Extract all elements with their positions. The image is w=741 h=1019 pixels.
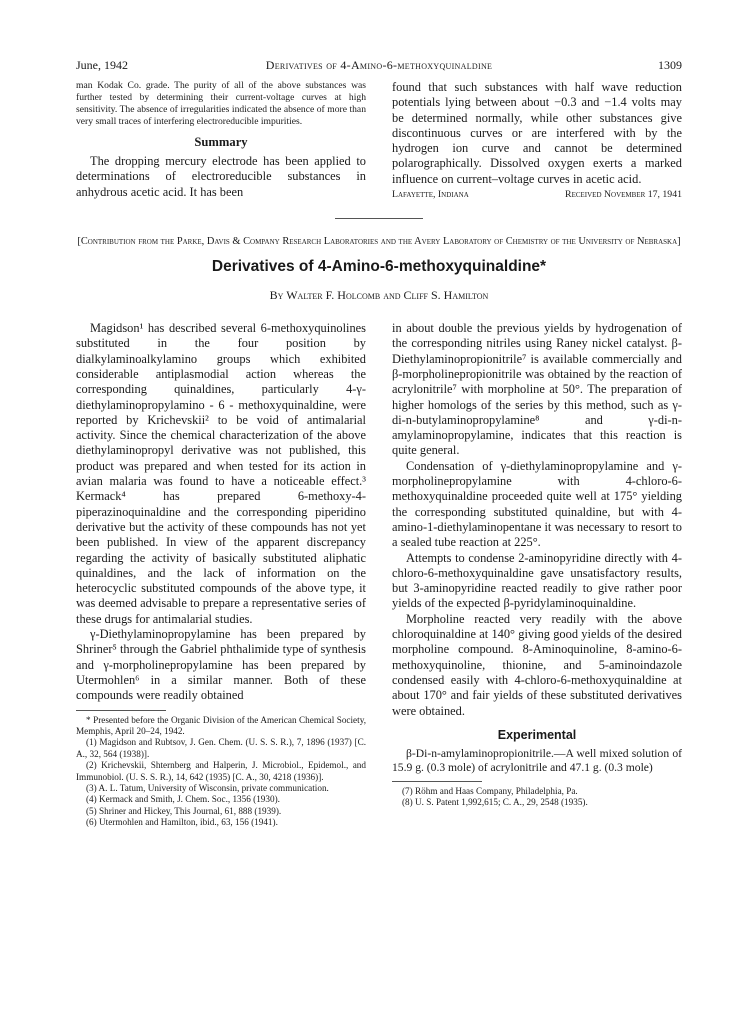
paragraph-3: in about double the previous yields by hydrogenation of the corresponding nitriles using Raney nickel catalyst. β-Diethylaminopropionitrile⁷ is available commercially and β-morpholinepropionitrile was obtained by the reaction of acrylonitrile⁷ with morpholine at 50°. The preparation of higher homologs of the series by this method, such as γ-di-n-butylaminopropylamine⁸ and γ-di-n-amylaminopropylamine, indicates that this reaction is quite general. [392,321,682,458]
running-title: Derivatives of 4-Amino-6-methoxyquinaldine [265,58,493,72]
footnote: (2) Krichevskii, Shternberg and Halperin, J. Microbiol., Epidemol., and Immunobiol. (U. S. S. R.), 14, 642 (1935) [C. A., 30, 4218 (1936)]. [76,760,366,782]
footnote: (3) A. L. Tatum, University of Wisconsin, private communication. [86,782,329,793]
paragraph-6: Morpholine reacted very readily with the above chloroquinaldine at 140° giving good yields of the desired morpholine compound. 8-Aminoquinoline, 8-amino-6-methoxyquinoline, thionine, and 5-aminoindazole condensed easily with 4-chloro-6-methoxyquinaldine at about 170° and fair yields of these substituted derivatives were obtained. [392,611,682,718]
footnote: (7) Röhm and Haas Company, Philadelphia, Pa. [402,785,578,796]
footnotes-left [76,715,366,829]
footnote: * Presented before the Organic Division of the American Chemical Society, Memphis, April 20–24, 1942. [76,714,366,736]
left-column [76,321,366,828]
location: Lafayette, Indiana [392,189,469,201]
paragraph-5: Attempts to condense 2-aminopyridine directly with 4-chloro-6-methoxyquinaldine gave unsatisfactory results, but 3-aminopyridine reacted readily to give rather poor yields of the expected β-pyridylaminoquinaldine. [392,550,682,611]
right-column [392,321,682,828]
byline: By Walter F. Holcomb and Cliff S. Hamilton [269,288,489,303]
experimental-section [392,728,682,775]
affiliation-signature [392,189,682,200]
running-head [76,58,682,76]
received-date: Received November 17, 1941 [565,189,682,201]
section-divider [335,218,423,219]
footnote-rule [76,710,166,711]
article-title: Derivatives of 4-Amino-6-methoxyquinaldine* [211,258,547,276]
footnote: (5) Shriner and Hickey, This Journal, 61, 888 (1939). [86,805,282,816]
footnote: (4) Kermack and Smith, J. Chem. Soc., 1356 (1930). [86,794,280,805]
footnote: (1) Magidson and Rubtsov, J. Gen. Chem. (U. S. S. R.), 7, 1896 (1937) [C. A., 32, 564 (1938)]. [76,737,366,759]
journal-page [76,58,682,829]
experimental-text: β-Di-n-amylaminopropionitrile.—A well mixed solution of 15.9 g. (0.3 mole) of acrylonitrile and 47.1 g. (0.3 mole) [392,746,682,774]
paragraph-2: γ-Diethylaminopropylamine has been prepared by Shriner⁵ through the Gabriel phthalimide type of synthesis and γ-morpholinepropylamine has been prepared by Utermohlen⁶ in a similar manner. Both of these compounds were readily obtained [76,627,366,703]
footnotes-right [392,786,682,809]
article-body [76,321,682,828]
experimental-heading: Experimental [497,727,577,742]
experimental-tail-paragraph: man Kodak Co. grade. The purity of all of the above substances was further tested by determining their current-voltage curves at high sensitivity. The absence of irregularities indicated the absence of more than very small traces of interfering electroreducible impurities. [76,80,366,127]
summary-continuation: found that such substances with half wave reduction potentials lying between about −0.3 and −1.4 volts may be determined normally, while other substances give discontinuous curves or are interfered with by the hydrogen ion curve and cannot be determined polarographically. Dissolved oxygen exerts a marked influence on current–voltage curves in acetic acid. [392,80,682,186]
footnote-rule [392,781,482,782]
footnote: (6) Utermohlen and Hamilton, ibid., 63, 156 (1941). [86,817,278,828]
paragraph-4: Condensation of γ-diethylaminopropylamine and γ-morpholinepropylamine with 4-chloro-6-methoxyquinaldine proceeded quite well at 175° yielding the corresponding substituted quinaldine, but with 4-amino-1-diethylaminopentane it was necessary to resort to a sealed tube reaction at 225°. [392,458,682,550]
summary-heading: Summary [194,135,248,149]
paragraph-1: Magidson¹ has described several 6-methoxyquinolines substituted in the four position by dialkylaminoalkylamino groups which exhibited considerable antiplasmodial action whereas the corresponding quinaldines, particularly 4-γ-diethylaminopropylamino - 6 - methoxyquinaldine, were reported by Krichevskii² to be void of antimalarial activity. Since the chemical characterization of the above diethylaminopropyl derivative was not published, this product was prepared and when tested for its action in avian malaria was found to have a noticeable effect.³ Kermack⁴ has prepared 6-methoxy-4-piperazinoquinaldine and the corresponding piperidino derivative but the activity of these compounds has not yet been published. In view of the apparent discrepancy regarding the activity of basically substituted aliphatic quinaldines, and the lack of information on the heterocyclic substituted compounds of the above type, it was deemed advisable to prepare a representative series of these drugs for antimalarial studies. [76,321,366,626]
top-left-column [76,80,366,200]
previous-article-end [76,80,682,200]
summary-text: The dropping mercury electrode has been applied to determinations of electroreducible substances in anhydrous acetic acid. It has been [76,154,366,199]
page-number: 1309 [658,58,682,72]
issue-date: June, 1942 [76,58,128,72]
footnote: (8) U. S. Patent 1,992,615; C. A., 29, 2548 (1935). [402,797,588,808]
top-right-column [392,80,682,200]
contribution-line: [Contribution from the Parke, Davis & Company Research Laboratories and the Avery Laboratory of Chemistry of the University of Nebraska] [77,236,681,248]
